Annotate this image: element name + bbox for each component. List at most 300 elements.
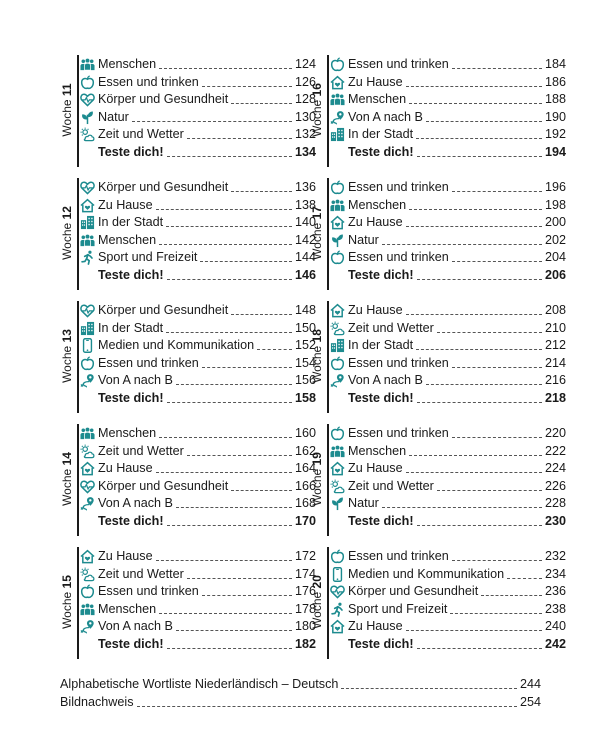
dot-leader	[452, 191, 542, 192]
test-entry[interactable]	[80, 389, 316, 406]
toc-entry-page: 136	[294, 180, 316, 194]
toc-entry-title: Menschen	[98, 232, 157, 247]
test-entry[interactable]	[80, 143, 316, 160]
toc-entry-title: Natur	[348, 496, 379, 511]
toc-entry-title: Sport und Freizeit	[348, 601, 448, 616]
leaf-icon	[330, 496, 345, 511]
dot-leader	[416, 138, 542, 139]
test-entry[interactable]	[80, 512, 316, 529]
dot-leader	[450, 613, 542, 614]
toc-entry[interactable]	[330, 248, 566, 265]
toc-entry-page: 162	[294, 443, 316, 458]
week-number: 16	[310, 83, 324, 97]
house-icon	[330, 215, 345, 230]
weather-icon	[80, 567, 95, 582]
weather-icon	[80, 444, 95, 459]
toc-entry-title: Essen und trinken	[98, 355, 199, 370]
city-icon	[330, 338, 345, 353]
toc-entry-page: 142	[294, 232, 316, 247]
dot-leader	[409, 455, 542, 456]
week-label	[308, 301, 326, 411]
dot-leader	[507, 578, 542, 579]
toc-entry[interactable]	[80, 231, 316, 248]
dot-leader	[426, 384, 542, 385]
week-label-prefix: Woche	[60, 99, 74, 137]
toc-entry-page: 148	[294, 303, 316, 317]
toc-entry[interactable]	[80, 600, 316, 617]
apple-icon	[80, 584, 95, 599]
dot-leader	[231, 314, 292, 315]
week-label	[58, 301, 76, 411]
test-entry-title: Teste dich!	[98, 514, 164, 528]
toc-entry[interactable]	[80, 55, 316, 72]
week-divider-bar	[77, 178, 79, 290]
week-label-text	[310, 575, 324, 629]
heart-icon	[80, 479, 95, 494]
week-number: 19	[310, 452, 324, 466]
toc-entry-title: Zeit und Wetter	[98, 443, 184, 458]
dot-leader	[156, 209, 292, 210]
toc-entry[interactable]	[330, 90, 566, 107]
phone-icon	[330, 567, 345, 582]
toc-entry-page: 238	[544, 601, 566, 616]
week-section	[60, 178, 326, 292]
toc-entry-title: Zeit und Wetter	[98, 127, 184, 142]
toc-entry-page: 186	[544, 74, 566, 89]
toc-entry[interactable]	[330, 547, 566, 564]
toc-entry-page: 226	[544, 478, 566, 493]
toc-entry[interactable]	[330, 336, 566, 353]
toc-entry[interactable]	[80, 371, 316, 388]
toc-entry[interactable]	[80, 477, 316, 494]
dot-leader	[409, 209, 542, 210]
apple-icon	[80, 75, 95, 90]
toc-entry-page: 130	[294, 109, 316, 124]
toc-entry-page: 216	[544, 373, 566, 388]
test-entry[interactable]	[80, 266, 316, 283]
week-label	[58, 547, 76, 657]
runner-icon	[330, 602, 345, 617]
toc-entry-page: 154	[294, 355, 316, 370]
toc-entry-page: 200	[544, 215, 566, 230]
leaf-icon	[330, 233, 345, 248]
people-icon	[80, 602, 95, 617]
test-entry-title: Teste dich!	[348, 514, 414, 528]
toc-entry[interactable]	[80, 178, 316, 195]
city-icon	[80, 321, 95, 336]
dot-leader	[167, 402, 292, 403]
toc-entry-title: Körper und Gesundheit	[98, 303, 229, 317]
toc-entry[interactable]	[330, 582, 566, 599]
toc-entry-title: Zeit und Wetter	[98, 566, 184, 581]
week-section	[60, 424, 326, 538]
week-number: 11	[60, 83, 74, 97]
people-icon	[330, 198, 345, 213]
toc-entry-title: Menschen	[348, 92, 407, 107]
week-number: 12	[60, 206, 74, 220]
dot-leader	[231, 103, 292, 104]
toc-entry[interactable]	[80, 248, 316, 265]
house-icon	[330, 75, 345, 90]
house-icon	[80, 198, 95, 213]
toc-entry[interactable]	[330, 617, 566, 634]
route-icon	[80, 373, 95, 388]
toc-entry[interactable]	[330, 424, 566, 441]
dot-leader	[257, 349, 292, 350]
leaf-icon	[80, 110, 95, 125]
apple-icon	[330, 180, 345, 195]
toc-entry[interactable]	[80, 125, 316, 142]
toc-entry[interactable]	[330, 459, 566, 476]
test-entry[interactable]	[330, 512, 566, 529]
weather-icon	[330, 479, 345, 494]
week-section	[60, 301, 326, 415]
toc-entry[interactable]	[330, 231, 566, 248]
toc-entry[interactable]	[330, 565, 566, 582]
toc-entry[interactable]	[330, 442, 566, 459]
toc-entry-page: 172	[294, 549, 316, 563]
toc-entry-title: Von A nach B	[348, 373, 423, 388]
toc-entry-page: 224	[544, 461, 566, 476]
toc-entry-page: 240	[544, 619, 566, 634]
week-label-prefix: Woche	[60, 468, 74, 506]
toc-entry-title: Medien und Kommunikation	[98, 338, 255, 353]
toc-entry-title: Menschen	[348, 197, 407, 212]
toc-entry[interactable]	[330, 213, 566, 230]
test-entry[interactable]	[80, 635, 316, 652]
toc-entry-title: Essen und trinken	[348, 57, 449, 71]
toc-entry[interactable]	[80, 73, 316, 90]
heart-icon	[330, 584, 345, 599]
toc-entry-title: Zeit und Wetter	[348, 478, 434, 493]
toc-entry[interactable]	[330, 301, 566, 318]
dot-leader	[452, 367, 542, 368]
appendix-entry[interactable]	[60, 693, 541, 710]
test-entry-title: Teste dich!	[98, 637, 164, 651]
toc-entry-page: 236	[544, 584, 566, 599]
test-entry-page: 218	[544, 391, 566, 405]
toc-entry[interactable]	[330, 494, 566, 511]
week-divider-bar	[327, 301, 329, 413]
toc-entry-page: 198	[544, 197, 566, 212]
people-icon	[80, 233, 95, 248]
toc-entry[interactable]	[80, 336, 316, 353]
week-divider-bar	[327, 424, 329, 536]
dot-leader	[437, 490, 542, 491]
test-entry-page: 230	[544, 514, 566, 528]
toc-entry-page: 228	[544, 496, 566, 511]
dot-leader	[200, 261, 292, 262]
toc-entry-title: Essen und trinken	[348, 250, 449, 265]
dot-leader	[406, 472, 542, 473]
test-entry[interactable]	[330, 389, 566, 406]
toc-entry[interactable]	[80, 494, 316, 511]
dot-leader	[176, 630, 292, 631]
toc-entry[interactable]	[330, 319, 566, 336]
toc-entry-page: 168	[294, 496, 316, 511]
dot-leader	[202, 595, 292, 596]
week-section	[310, 178, 576, 292]
toc-entry-title: Essen und trinken	[348, 426, 449, 440]
toc-entry-page: 222	[544, 443, 566, 458]
toc-entry-page: 174	[294, 566, 316, 581]
dot-leader	[156, 560, 292, 561]
toc-entry[interactable]	[330, 125, 566, 142]
toc-entry-page: 190	[544, 109, 566, 124]
toc-entry-title: Von A nach B	[98, 373, 173, 388]
toc-entry-title: Menschen	[98, 57, 157, 71]
toc-entry-page: 210	[544, 320, 566, 335]
dot-leader	[452, 68, 542, 69]
test-entry[interactable]	[330, 635, 566, 652]
toc-entry[interactable]	[80, 547, 316, 564]
week-label-prefix: Woche	[310, 468, 324, 506]
route-icon	[330, 373, 345, 388]
week-label-text	[310, 206, 324, 260]
dot-leader	[176, 384, 292, 385]
week-number: 20	[310, 575, 324, 589]
toc-entry-page: 202	[544, 232, 566, 247]
toc-entry-page: 178	[294, 601, 316, 616]
toc-entry-page: 156	[294, 373, 316, 388]
toc-entry-title: Körper und Gesundheit	[98, 92, 229, 107]
toc-entry-page: 184	[544, 57, 566, 71]
toc-entry[interactable]	[330, 371, 566, 388]
week-label-text	[310, 452, 324, 506]
toc-entry-title: Von A nach B	[98, 619, 173, 634]
toc-entry[interactable]	[330, 196, 566, 213]
toc-entry[interactable]	[330, 55, 566, 72]
toc-entry-title: Menschen	[98, 601, 157, 616]
toc-entry-page: 196	[544, 180, 566, 194]
dot-leader	[159, 68, 292, 69]
week-label	[308, 424, 326, 534]
weather-icon	[330, 321, 345, 336]
route-icon	[80, 619, 95, 634]
dot-leader	[426, 121, 542, 122]
week-divider-bar	[77, 55, 79, 167]
people-icon	[330, 92, 345, 107]
toc-entry-title: Zu Hause	[348, 215, 403, 230]
toc-entry-page: 128	[294, 92, 316, 107]
dot-leader	[437, 332, 542, 333]
appendix-entry-title: Alphabetische Wortliste Niederländisch – Deutsch	[60, 677, 339, 691]
test-entry-page: 134	[294, 145, 316, 159]
toc-entry-page: 124	[294, 57, 316, 71]
week-divider-bar	[77, 424, 79, 536]
dot-leader	[156, 472, 292, 473]
test-entry[interactable]	[330, 266, 566, 283]
dot-leader	[231, 191, 292, 192]
toc-entry[interactable]	[80, 424, 316, 441]
test-entry-title: Teste dich!	[98, 391, 164, 405]
dot-leader	[231, 490, 292, 491]
apple-icon	[330, 426, 345, 441]
toc-entry[interactable]	[80, 442, 316, 459]
toc-entry-page: 132	[294, 127, 316, 142]
dot-leader	[452, 261, 542, 262]
toc-entry-title: Zeit und Wetter	[348, 320, 434, 335]
week-number: 14	[60, 452, 74, 466]
phone-icon	[80, 338, 95, 353]
toc-entry[interactable]	[80, 213, 316, 230]
toc-entry[interactable]	[330, 108, 566, 125]
test-entry-title: Teste dich!	[98, 268, 164, 282]
appendix-entry-title: Bildnachweis	[60, 695, 134, 709]
toc-entry-page: 214	[544, 355, 566, 370]
toc-entry-title: Zu Hause	[98, 197, 153, 212]
toc-entry[interactable]	[80, 301, 316, 318]
test-entry-title: Teste dich!	[98, 145, 164, 159]
week-label	[308, 55, 326, 165]
toc-entry[interactable]	[330, 73, 566, 90]
dot-leader	[167, 525, 292, 526]
week-label	[308, 547, 326, 657]
test-entry-page: 158	[294, 391, 316, 405]
toc-entry-page: 164	[294, 461, 316, 476]
toc-entry-page: 188	[544, 92, 566, 107]
toc-entry[interactable]	[80, 565, 316, 582]
toc-entry[interactable]	[80, 354, 316, 371]
toc-entry-title: Menschen	[98, 426, 157, 440]
dot-leader	[382, 244, 542, 245]
toc-entry-title: Natur	[348, 232, 379, 247]
week-divider-bar	[77, 301, 79, 413]
toc-entry-title: Zu Hause	[348, 619, 403, 634]
dot-leader	[417, 279, 542, 280]
appendix-entry-page: 254	[519, 695, 541, 709]
week-divider-bar	[327, 55, 329, 167]
toc-entry-title: Medien und Kommunikation	[348, 566, 505, 581]
week-label-text	[60, 329, 74, 383]
apple-icon	[330, 250, 345, 265]
week-number: 15	[60, 575, 74, 589]
toc-entry-title: Körper und Gesundheit	[98, 180, 229, 194]
house-icon	[330, 619, 345, 634]
toc-entry-title: Zu Hause	[98, 461, 153, 476]
dot-leader	[452, 437, 542, 438]
week-label-text	[60, 575, 74, 629]
toc-entry-title: In der Stadt	[348, 338, 414, 353]
dot-leader	[382, 507, 542, 508]
dot-leader	[406, 226, 542, 227]
week-divider-bar	[327, 547, 329, 659]
dot-leader	[417, 156, 542, 157]
dot-leader	[132, 121, 292, 122]
week-section	[60, 547, 326, 661]
toc-entry[interactable]	[330, 477, 566, 494]
toc-entry[interactable]	[80, 319, 316, 336]
week-label	[308, 178, 326, 288]
week-label-prefix: Woche	[310, 591, 324, 629]
toc-entry-page: 126	[294, 74, 316, 89]
week-section	[310, 301, 576, 415]
appendix-entry[interactable]	[60, 675, 541, 692]
week-section	[310, 55, 576, 169]
route-icon	[80, 496, 95, 511]
apple-icon	[80, 356, 95, 371]
dot-leader	[166, 332, 292, 333]
test-entry-page: 146	[294, 268, 316, 282]
test-entry-page: 182	[294, 637, 316, 651]
dot-leader	[167, 156, 292, 157]
toc-entry-page: 234	[544, 566, 566, 581]
toc-entry-title: Körper und Gesundheit	[98, 478, 229, 493]
week-number: 13	[60, 329, 74, 343]
people-icon	[80, 57, 95, 72]
toc-entry-title: Essen und trinken	[348, 180, 449, 194]
dot-leader	[159, 244, 292, 245]
toc-entry[interactable]	[330, 178, 566, 195]
dot-leader	[167, 279, 292, 280]
toc-entry-title: Essen und trinken	[348, 549, 449, 563]
dot-leader	[406, 630, 542, 631]
dot-leader	[409, 103, 542, 104]
toc-entry-page: 160	[294, 426, 316, 440]
test-entry-page: 206	[544, 268, 566, 282]
week-divider-bar	[77, 547, 79, 659]
test-entry-title: Teste dich!	[348, 391, 414, 405]
toc-entry-page: 152	[294, 338, 316, 353]
dot-leader	[187, 578, 292, 579]
toc-entry-title: Von A nach B	[98, 496, 173, 511]
toc-entry-page: 140	[294, 215, 316, 230]
toc-entry[interactable]	[80, 108, 316, 125]
toc-entry[interactable]	[80, 582, 316, 599]
toc-entry-title: Essen und trinken	[348, 355, 449, 370]
dot-leader	[166, 226, 292, 227]
toc-entry-page: 208	[544, 303, 566, 317]
dot-leader	[417, 648, 542, 649]
toc-entry-title: Körper und Gesundheit	[348, 584, 479, 599]
apple-icon	[330, 57, 345, 72]
toc-entry[interactable]	[330, 354, 566, 371]
dot-leader	[187, 138, 292, 139]
runner-icon	[80, 250, 95, 265]
dot-leader	[406, 86, 542, 87]
toc-entry-page: 232	[544, 549, 566, 563]
week-divider-bar	[327, 178, 329, 290]
week-section	[310, 424, 576, 538]
dot-leader	[452, 560, 542, 561]
week-label-text	[60, 452, 74, 506]
toc-entry-title: Zu Hause	[348, 74, 403, 89]
toc-entry-title: Essen und trinken	[98, 584, 199, 599]
toc-entry[interactable]	[80, 459, 316, 476]
dot-leader	[416, 349, 542, 350]
week-label-prefix: Woche	[310, 345, 324, 383]
toc-entry[interactable]	[80, 196, 316, 213]
test-entry-title: Teste dich!	[348, 268, 414, 282]
week-label-text	[310, 83, 324, 137]
toc-entry-page: 150	[294, 320, 316, 335]
house-icon	[330, 303, 345, 318]
toc-entry-page: 220	[544, 426, 566, 440]
people-icon	[330, 444, 345, 459]
week-label-prefix: Woche	[60, 591, 74, 629]
week-label	[58, 55, 76, 165]
toc-entry-page: 212	[544, 338, 566, 353]
toc-entry[interactable]	[330, 600, 566, 617]
toc-entry-title: Zu Hause	[348, 303, 403, 317]
toc-entry-title: Natur	[98, 109, 129, 124]
people-icon	[80, 426, 95, 441]
toc-entry[interactable]	[80, 617, 316, 634]
city-icon	[80, 215, 95, 230]
toc-entry[interactable]	[80, 90, 316, 107]
test-entry-page: 170	[294, 514, 316, 528]
test-entry[interactable]	[330, 143, 566, 160]
